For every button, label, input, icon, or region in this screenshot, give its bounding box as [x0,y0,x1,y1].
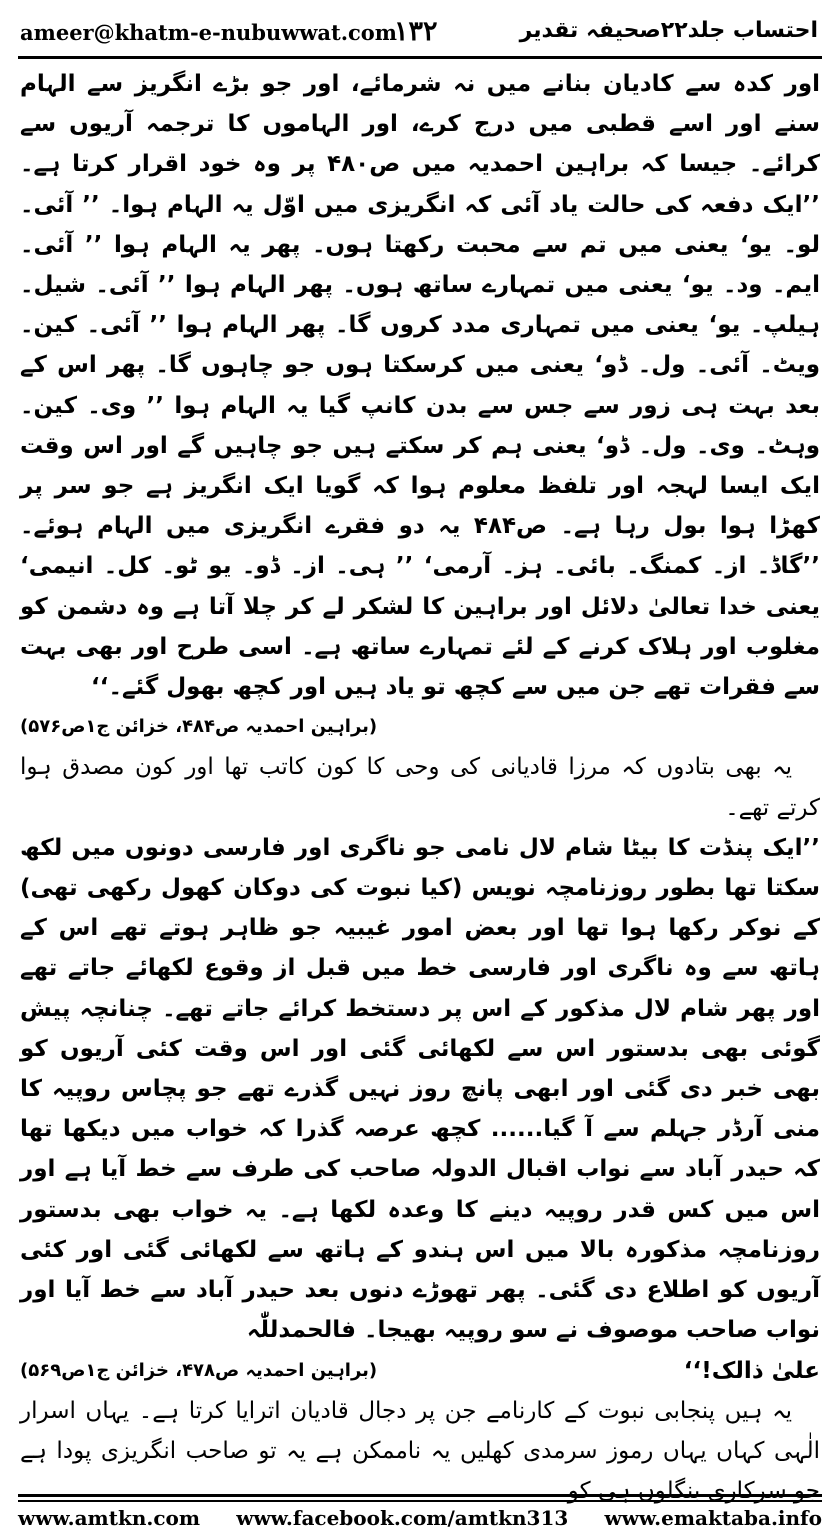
page-body [20,64,820,1511]
paragraph-3-end: علیٰ ذالک!‘‘ [683,1357,820,1384]
book-title: احتساب جلد۲۲صحیفہ تقدیر [519,18,818,43]
header-rule [18,56,822,59]
footer-rules [18,1494,822,1502]
paragraph-2: یہ بھی بتادوں کہ مرزا قادیانی کی وحی کا کون کاتب تھا اور کون مصدق ہوا کرتے تھے۔ [20,754,820,821]
page-number: ۱۳۲ [394,16,438,47]
reference-line-1 [20,707,820,747]
paragraph-4: یہ ہیں پنجابی نبوت کے کارنامے جن پر دجال قادیان اترایا کرتا ہے۔ یہاں اسرار الٰہی کہاں یہاں رموز سرمدی کھلیں یہ ناممکن ہے یہ تو صاحب انگریزی پودا ہے جو سرکاری بنگلوں ہی کو [20,1397,820,1505]
footer-rule-thick [18,1494,822,1497]
footer-rule-thin [18,1500,822,1502]
footer-site-emaktaba[interactable]: www.emaktaba.info [604,1506,822,1530]
header-email: ameer@khatm-e-nubuwwat.com [20,20,398,45]
page-footer [18,1506,822,1530]
paragraph-3: ’’ایک پنڈت کا بیٹا شام لال نامی جو ناگری اور فارسی دونوں میں لکھ سکتا تھا بطور روزنامچہ نویس (کیا نبوت کی دوکان کھول رکھی تھی) کے نوکر رکھا ہوا تھا اور بعض امور غیبیہ جو ظاہر ہوتے تھے اس کے ہاتھ سے وہ ناگری اور فارسی خط میں قبل از وقوع لکھائے جاتے تھے اور پھر شام لال مذکور کے اس پر دستخط کرائے جاتے تھے۔ چنانچہ پیش گوئی بھی بدستور اس سے لکھائی گئی اور اس وقت کئی آریوں کو بھی خبر دی گئی اور ابھی پانچ روز نہیں گذرے تھے جو پچاس روپیہ کا منی آرڈر جہلم سے آ گیا...... کچھ عرصہ گذرا کہ خواب میں دیکھا تھا کہ حیدر آباد سے نواب اقبال الدولہ صاحب کی طرف سے خط آیا ہے اور اس میں کس قدر روپیہ دینے کا وعدہ لکھا ہے۔ یہ خواب بھی بدستور روزنامچہ مذکورہ بالا میں اس ہندو کے ہاتھ سے لکھائی گئی اور کئی آریوں کو اطلاع دی گئی۔ پھر تھوڑے دنوں بعد حیدر آباد سے خط آیا اور نواب صاحب موصوف نے سو روپیہ بھیجا۔ فالحمدللّٰہ [20,834,820,1344]
footer-site-amtkn[interactable]: www.amtkn.com [18,1506,201,1530]
reference-1: (براہین احمدیہ ص۴۸۴، خزائن ج۱ص۵۷۶) [20,716,378,738]
paragraph-1: اور کدہ سے کادیان بنانے میں نہ شرمائے، اور جو بڑے انگریز سے الہام سنے اور اسے قطبی میں درج کرے، اور الہاموں کا ترجمہ آریوں سے کرائے۔ جیسا کہ براہین احمدیہ میں ص۴۸۰ پر وہ خود اقرار کرتا ہے۔ ’’ایک دفعہ کی حالت یاد آئی کہ انگریزی میں اوّل یہ الہام ہوا۔ ’’ آئی۔ لو۔ یو‘ یعنی میں تم سے محبت رکھتا ہوں۔ پھر یہ الہام ہوا ’’ آئی۔ ایم۔ ود۔ یو‘ یعنی میں تمہارے ساتھ ہوں۔ پھر الہام ہوا ’’ آئی۔ شیل۔ ہیلپ۔ یو‘ یعنی میں تمہاری مدد کروں گا۔ پھر الہام ہوا ’’ آئی۔ کین۔ ویٹ۔ آئی۔ ول۔ ڈو‘ یعنی میں کرسکتا ہوں جو چاہوں گا۔ پھر اس کے بعد بہت ہی زور سے جس سے بدن کانپ گیا یہ الہام ہوا ’’ وی۔ کین۔ وہٹ۔ وی۔ ول۔ ڈو‘ یعنی ہم کر سکتے ہیں جو چاہیں گے اور اس وقت ایک ایسا لہجہ اور تلفظ معلوم ہوا کہ گویا ایک انگریز ہے جو سر پر کھڑا ہوا بول رہا ہے۔ ص۴۸۴ یہ دو فقرے انگریزی میں الہام ہوئے۔ ’’گاڈ۔ از۔ کمنگ۔ بائی۔ ہز۔ آرمی‘ ’’ ہی۔ از۔ ڈو۔ یو ٹو۔ کل۔ انیمی‘ یعنی خدا تعالیٰ دلائل اور براہین کا لشکر لے کر چلا آتا ہے وہ دشمن کو مغلوب اور ہلاک کرنے کے لئے تمہارے ساتھ ہے۔ اسی طرح اور بھی بہت سے فقرات تھے جن میں سے کچھ تو یاد ہیں اور کچھ بھول گئے۔‘‘ [20,71,821,701]
footer-site-facebook[interactable]: www.facebook.com/amtkn313 [236,1506,569,1530]
reference-2: (براہین احمدیہ ص۴۷۸، خزائن ج۱ص۵۶۹) [20,1359,378,1381]
page-header [14,14,826,54]
reference-line-2 [20,1351,820,1391]
